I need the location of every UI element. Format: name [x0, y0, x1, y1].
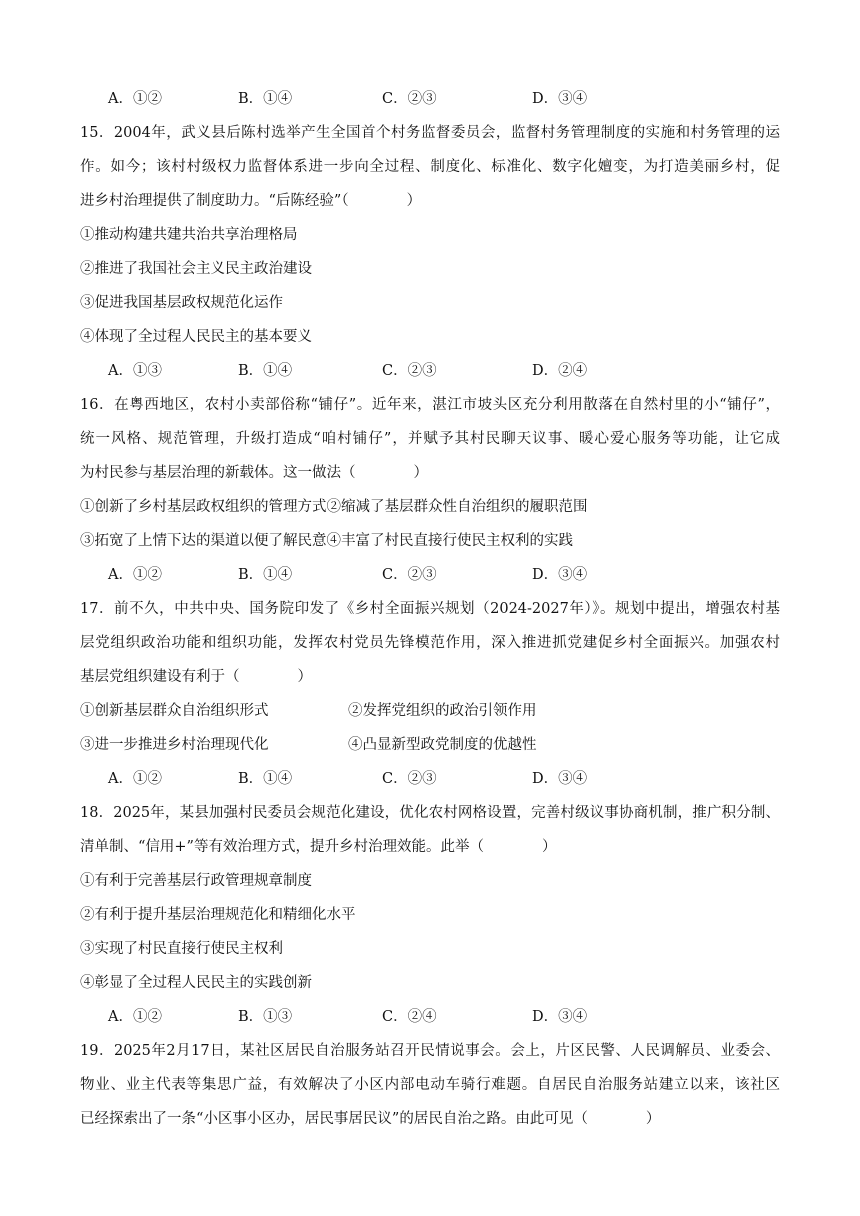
q15-option-c[interactable]: C．②③: [382, 363, 437, 379]
q16-items-line-1: ①创新了乡村基层政权组织的管理方式②缩减了基层群众性自治组织的履职范围: [80, 499, 588, 515]
q17-item-4: ④凸显新型政党制度的优越性: [348, 737, 537, 753]
q19-stem-line-1: 19．2025年2月17日，某社区居民自治服务站召开民情说事会。会上，片区民警、人民调解员、业委会、: [80, 1043, 780, 1059]
q18-stem-line-1: 18．2025年，某县加强村民委员会规范化建设，优化农村网格设置，完善村级议事协商机制，推广积分制、: [80, 805, 780, 821]
q15-options: [80, 361, 780, 381]
q19-stem-line-2: 物业、业主代表等集思广益，有效解决了小区内部电动车骑行难题。自居民自治服务站建立以来，该社区: [80, 1077, 780, 1093]
q18-item-2: ②有利于提升基层治理规范化和精细化水平: [80, 907, 356, 923]
q16-options: [80, 565, 780, 585]
q14-option-b[interactable]: B．①④: [238, 91, 293, 107]
q18-item-1: ①有利于完善基层行政管理规章制度: [80, 873, 312, 889]
q16-option-d[interactable]: D．③④: [532, 567, 588, 583]
q18-option-d[interactable]: D．③④: [532, 1009, 588, 1025]
q14-option-d[interactable]: D．③④: [532, 91, 588, 107]
q16-option-b[interactable]: B．①④: [238, 567, 293, 583]
q17-stem-line-3: 基层党组织建设有利于（ ）: [80, 669, 312, 685]
q15-stem-line-3: 进乡村治理提供了制度助力。“后陈经验”（ ）: [80, 193, 422, 209]
q16-option-c[interactable]: C．②③: [382, 567, 437, 583]
q17-option-a[interactable]: A．①②: [108, 771, 162, 787]
q17-options: [80, 769, 780, 789]
q15-item-2: ②推进了我国社会主义民主政治建设: [80, 261, 312, 277]
q18-options: [80, 1007, 780, 1027]
q17-stem-line-2: 层党组织政治功能和组织功能，发挥农村党员先锋模范作用，深入推进抓党建促乡村全面振兴。加强农村: [80, 635, 780, 651]
q16-option-a[interactable]: A．①②: [108, 567, 162, 583]
q15-stem-line-2: 作。如今；该村村级权力监督体系进一步向全过程、制度化、标准化、数字化嬗变，为打造美丽乡村，促: [80, 159, 780, 175]
q15-item-1: ①推动构建共建共治共享治理格局: [80, 227, 298, 243]
q15-option-b[interactable]: B．①④: [238, 363, 293, 379]
q18-option-c[interactable]: C．②④: [382, 1009, 437, 1025]
q18-stem-line-2: 清单制、“信用+”等有效治理方式，提升乡村治理效能。此举（ ）: [80, 839, 557, 855]
q14-option-a[interactable]: A．①②: [108, 91, 162, 107]
q15-stem-line-1: 15．2004年，武义县后陈村选举产生全国首个村务监督委员会，监督村务管理制度的实施和村务管理的运: [80, 125, 780, 141]
q15-item-4: ④体现了全过程人民民主的基本要义: [80, 329, 312, 345]
q14-options: [80, 89, 780, 109]
q17-item-1: ①创新基层群众自治组织形式: [80, 703, 269, 719]
q16-stem-line-3: 为村民参与基层治理的新载体。这一做法（ ）: [80, 465, 428, 481]
q17-item-2: ②发挥党组织的政治引领作用: [348, 703, 537, 719]
q17-option-d[interactable]: D．③④: [532, 771, 588, 787]
q16-items-line-2: ③拓宽了上情下达的渠道以便了解民意④丰富了村民直接行使民主权利的实践: [80, 533, 573, 549]
q18-option-b[interactable]: B．①③: [238, 1009, 293, 1025]
q17-option-b[interactable]: B．①④: [238, 771, 293, 787]
q15-option-d[interactable]: D．②④: [532, 363, 588, 379]
q14-option-c[interactable]: C．②③: [382, 91, 437, 107]
q18-item-4: ④彰显了全过程人民民主的实践创新: [80, 975, 312, 991]
q19-stem-line-3: 已经探索出了一条“小区事小区办，居民事居民议”的居民自治之路。由此可见（ ）: [80, 1111, 661, 1127]
q17-items-row-2: [80, 735, 780, 755]
q16-stem-line-2: 统一风格、规范管理，升级打造成“咱村铺仔”，并赋予其村民聊天议事、暖心爱心服务等功能，让它成: [80, 431, 780, 447]
q17-stem-line-1: 17．前不久，中共中央、国务院印发了《乡村全面振兴规划（2024-2027年）》。规划中提出，增强农村基: [80, 601, 780, 617]
q15-item-3: ③促进我国基层政权规范化运作: [80, 295, 283, 311]
q18-option-a[interactable]: A．①②: [108, 1009, 162, 1025]
q17-option-c[interactable]: C．②③: [382, 771, 437, 787]
q15-option-a[interactable]: A．①③: [108, 363, 162, 379]
q16-stem-line-1: 16．在粤西地区，农村小卖部俗称“铺仔”。近年来，湛江市坡头区充分利用散落在自然村里的小“铺仔”，: [80, 397, 780, 413]
q17-items-row-1: [80, 701, 780, 721]
q18-item-3: ③实现了村民直接行使民主权利: [80, 941, 283, 957]
q17-item-3: ③进一步推进乡村治理现代化: [80, 737, 269, 753]
